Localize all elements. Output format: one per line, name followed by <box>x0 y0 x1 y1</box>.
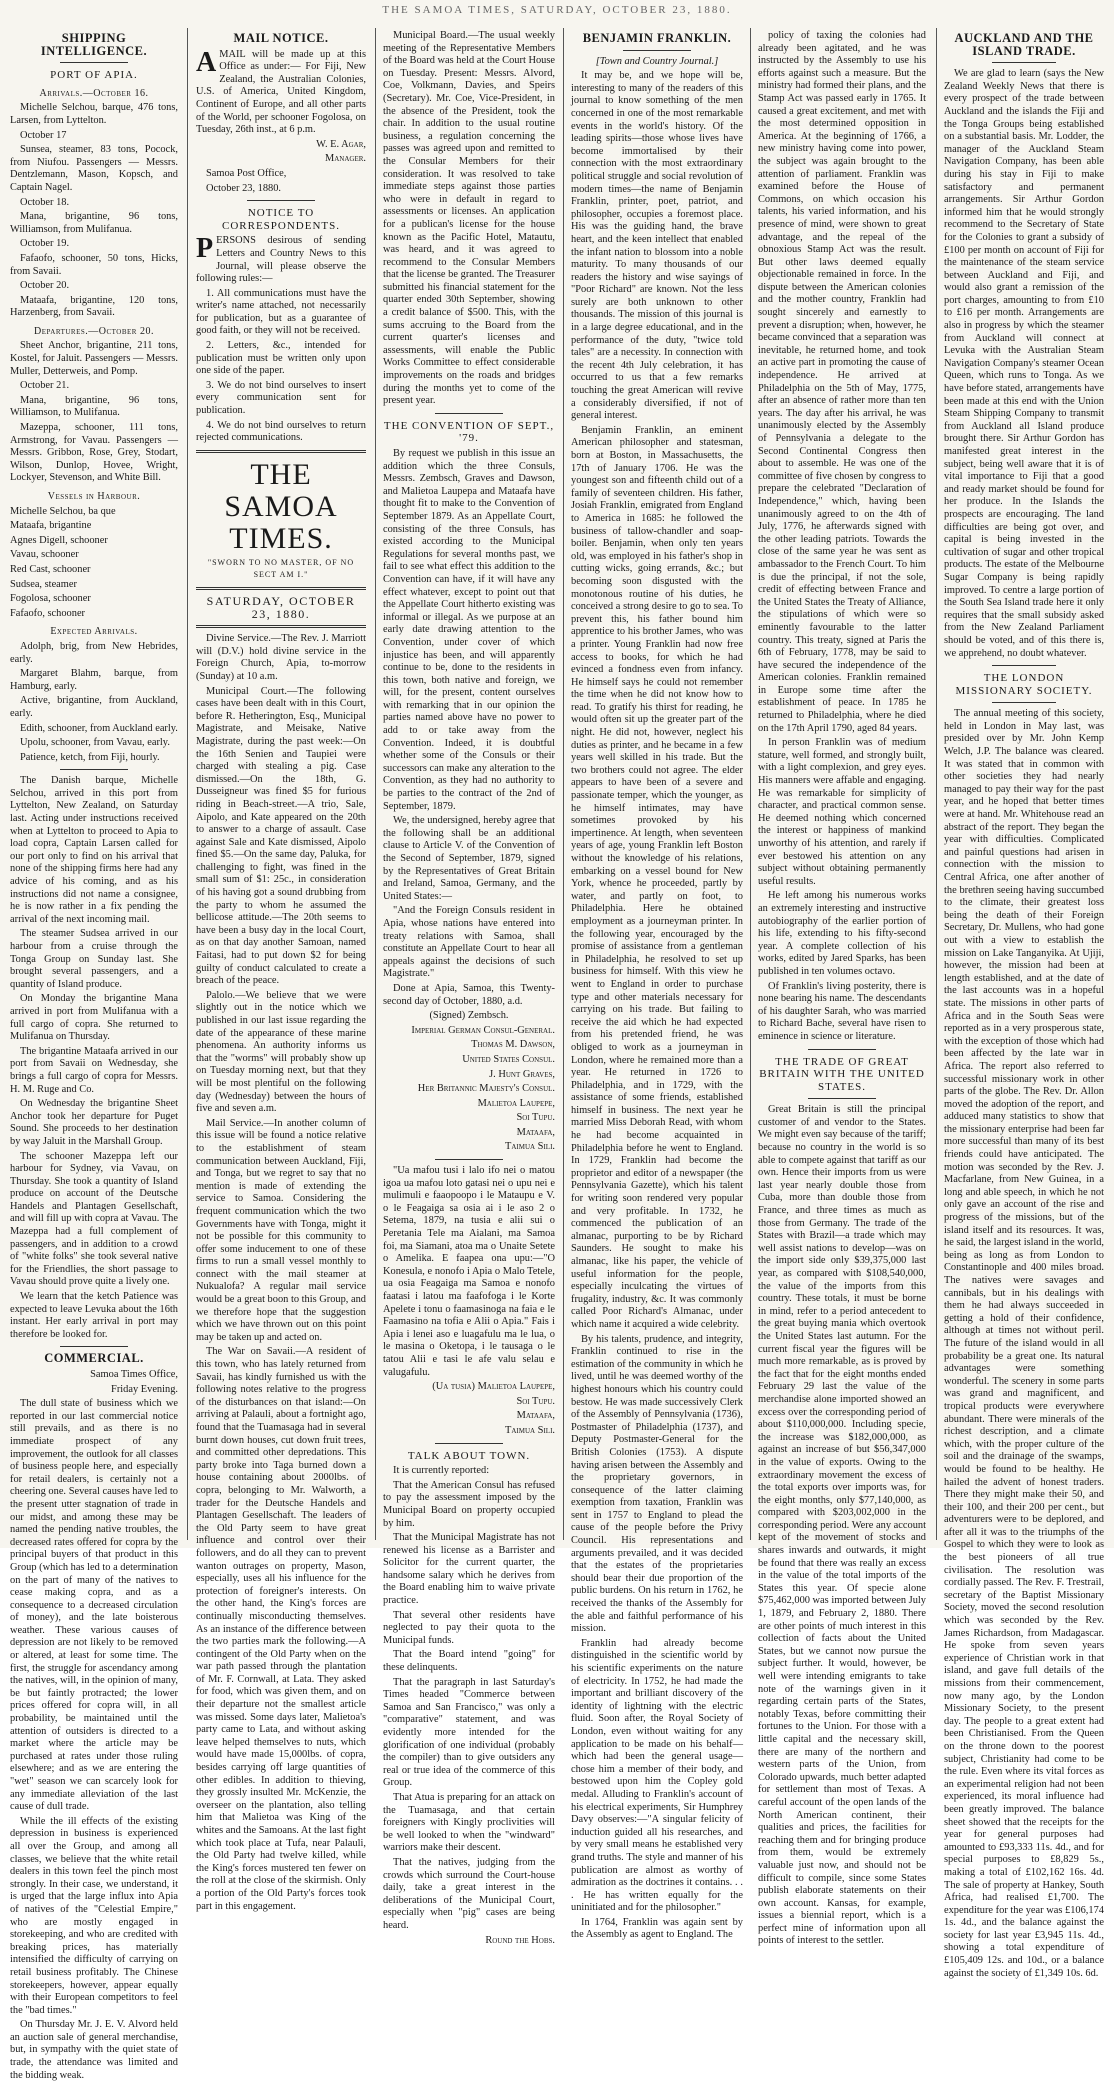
paragraph: Mana, brigantine, 96 tons, Williamson, from Mulifanua. <box>10 211 178 235</box>
masthead: THE SAMOA TIMES. <box>224 457 338 555</box>
paragraph: It is currently reported: <box>393 1465 490 1477</box>
paragraph: In 1764, Franklin was again sent by the Assembly as agent to England. The <box>571 1916 743 1941</box>
paragraph: 3. We do not bind ourselves to insert every communication sent for publication. <box>196 379 366 417</box>
mail-title: MAIL NOTICE. <box>233 31 329 45</box>
lms-text <box>944 708 1104 1980</box>
motto: "SWORN TO NO MASTER, OF NO SECT AM I." <box>207 557 355 580</box>
drop-cap: A <box>196 46 217 78</box>
paragraph: We, the undersigned, hereby agree that the following shall be an additional clause to Article V. of the Convention of the Second of September, 1879, signed by the Representatives of Great Britain and Ireland, Samoa, Germany, and the United States:— <box>383 815 555 902</box>
correspondents-intro: PERSONS desirous of sending Letters and Country News to this Journal, will please observe the following rules:— <box>196 233 366 285</box>
running-head: THE SAMOA TIMES, SATURDAY, OCTOBER 23, 1880. <box>382 4 732 16</box>
paragraph: Sunsea, steamer, 83 tons, Pocock, from Niufou. Passengers — Messrs. Dentzlemann, Mason, Kopsch, and Captain Nagel. <box>10 144 178 193</box>
arrivals-list <box>10 102 178 320</box>
paragraph: October 21. <box>20 380 70 392</box>
samoan-text: "Ua mafou tusi i lalo ifo nei o matou igoa ua mafou loto gatasi nei o upu nei e mulimuli e faaopoopo i le Mataupu e V. o le Feagaiga sa osia ai i le aso 2 o Setema, 1879, na tusia e alii sui o Peretania Tele ma Aialani, ma Samoa foi, ma Siamani, atoa ma o Unaite Setete o Amelika. E faapea ona upu:—"O Konesula, e nonofo i Apia o Malo Tetele, ua osia Feagaiga ma Samoa e nonofo faatasi i latou ma faafofoga i le Korte Apelete i tonu o faamasinoga na faia e le Faamasino na tofia e Alii o Apia." Fais i Apia i lenei aso e luagafulu ma le lua, o le masina o Oketopa, i le tausaga o le tatou Alii e tasi le afe valu selau e valugafulu. <box>383 1165 555 1378</box>
paragraph: Mataafa, brigantine <box>10 520 92 532</box>
paragraph: The schooner Mazeppa left our harbour for Sydney, via Vavau, on Thursday. She took a quantity of Island produce on account of the Deutsche Handels and Plantagen Gesellschaft, and will fill up with copra at Vavau. The Mazeppa had a full complement of passengers, and in addition to a crowd of "white folks" she took several native for the Friendlies, the short passage to Vavau should prove quite a lively one. <box>10 1150 178 1288</box>
franklin-continued <box>758 30 926 1044</box>
paragraph: The brigantine Mataafa arrived in our port from Savaii on Wednesday, she brings a full cargo of copra for Messrs. H. M. Ruge and Co. <box>10 1045 178 1095</box>
harbour-head: Vessels in Harbour. <box>47 491 141 502</box>
paragraph: Great Britain is still the principal customer of and vendor to the States. We might even say because of the tariff; because no country in the world is so able to compete against that tariff as our own. Hence their imports from us were last year nearly double those from Cuba, more than double those from France, and three times as much as those from Germany. The trade of the States with Brazil—a trade which may well assist nations to develop—was on the import side only $39,375,000 last year, as compared with $108,540,000, the value of the imports from this country. These totals, it must be borne in mind, refer to a period antecedent to the great buying mania which overtook the United States last autumn. For the current fiscal year the figures will be much more remarkable, as is proved by the fact that for the eight months ended February 29 last the value of the merchandise alone imported showed an excess over the corresponding period of about $110,000,000. Including specie, the increase was $182,000,000, as against an increase of but $56,347,000 in the value of exports. Owing to the extraordinary movement the excess of the total exports over imports was, for the eight months, only $77,140,000, as compared with $203,002,000 in the corresponding period. Were any account kept of the movement of stocks and shares inwards and outwards, it might be found that there was really an excess in the value of the total imports of the States this year. Of specie alone $75,462,000 was imported between July 1, 1879, and February 2, 1880. There are other points of much interest in this collection of facts about the United States, but we cannot now pursue the subject further. It would, however, be well were intending emigrants to take note of the warnings given in it regarding certain parts of the States, notably Texas, before committing their fortunes to the Union. For those with a little capital and the necessary skill, there are many of the northern and western parts of the Union, from Colorado upwards, much better adapted for settlement than most of Texas. A careful account of the open lands of the North American continent, their qualities and prices, the facilities for reaching them and for bringing produce from them, would be extremely valuable just now, and should not be difficult to compile, since some States publish elaborate statements on their own account. Kansas, for example, issues a biennial report, which is a perfect mine of information upon all points of interest to the settler. <box>758 1104 926 1947</box>
samoan-signature: Mataafa, <box>516 1410 555 1422</box>
paragraph: Palolo.—We believe that we were slightly out in the notice which we published in our last issue regarding the date of the appearance of these marine phenomena. An authority informs us that the "worms" will probably show up on Tuesday morning next, but that they will be most plentiful on the following day (Wednesday) between the hours of five and seven a.m. <box>196 989 366 1115</box>
paragraph: That the Board intend "going" for these delinquents. <box>383 1649 555 1674</box>
paragraph: Active, brigantine, from Auckland, early. <box>10 695 178 719</box>
paragraph: That the natives, judging from the crowds which surround the Court-house daily, take a great interest in the deliberations of the Municipal Court, especially when "pig" cases are being heard. <box>383 1856 555 1931</box>
paragraph: On Wednesday the brigantine Sheet Anchor took her departure for Puget Sound. She proceeds to her destination by way Jaluit in the Marshall Group. <box>10 1098 178 1147</box>
paragraph: "And the Foreign Consuls resident in Apia, whose nations have entered into treaty relations with Samoa, shall constitute an Appellate Court to hear all appeals against the decisions of such Magistrate." <box>383 905 555 980</box>
paragraph: 1. All communications must have the writer's name attached, not necessarily for publication, but as a guarantee of good faith, or they will not be received. <box>196 287 366 337</box>
mail-office: Samoa Post Office, <box>206 167 287 179</box>
paragraph: Benjamin Franklin, an eminent American philosopher and statesman, born at Boston, in Massachusetts, the 17th of January 1706. He was the youngest son and fifteenth child out of a family of seventeen children. His father, Josiah Franklin, emigrated from England to America in 1685: he followed the business of tallow-chandler and soap-boiler. Benjamin, when only ten years old, was employed in his father's shop in cutting wicks, going errands, &c.; but becoming soon disgusted with the monotonous routine of his duties, he conceived a strong desire to go to sea. To prevent this, his father bound him apprentice to his brother James, who was a printer. Young Franklin had now free access to books, for which he had evinced a fondness even from infancy. He himself says he could not remember the time when he did not know how to read. To gratify his thirst for reading, he would often sit up the greater part of the night. He did not, however, neglect his duties as printer, and he became in a few years well skilled in his trade. But the two brothers could not agree. The elder appears to have been of a severe and passionate temper, which the younger, as he himself intimates, may have sometimes provoked by his impertinence. At length, when seventeen years of age, young Franklin left Boston without the knowledge of his relations, embarking on a vessel bound for New York, whence he proceeded, partly by water, and partly on foot, to Philadelphia. Here he obtained employment as a journeyman printer. In the following year, encouraged by the promise of assistance from a gentleman in Philadelphia, he resolved to set up business for himself. With this view he went to England in order to purchase type and other materials necessary for carrying on his trade. But failing to receive the aid which he had expected from his pretended friend, he was obliged to work as a journeyman in London, where he remained more than a year. He returned in 1726 to Philadelphia, and in 1729, with the assistance of some friends, established himself in business. The next year he married Miss Deborah Read, with whom he had become acquainted in Philadelphia before he went to England. In 1729, Franklin had become the proprietor and editor of a newspaper (the Pennsylvania Gazette), which his talent for writing soon rendered very popular and very profitable. In 1732, he commenced the publication of an almanac, purporting to be by Richard Saunders. He sought to make his almanac, like his paper, the vehicle of useful information for the people, especially inculcating the virtues of frugality, industry, &c. It was commonly called Poor Richard's Almanac, under which name it acquired a wide celebrity. <box>571 424 743 1330</box>
harbour-list <box>10 506 178 621</box>
convention-text <box>383 448 555 1008</box>
paragraph: Soi Tupu. <box>516 1112 555 1124</box>
paragraph: Michelle Selchou, barque, 476 tons, Larsen, from Lyttelton. <box>10 102 178 126</box>
paragraph: Mataafa, <box>516 1126 555 1138</box>
paragraph: J. Hunt Graves, <box>489 1068 555 1080</box>
paragraph: Of Franklin's living posterity, there is none bearing his name. The descendants of his daughter Sarah, who was married to Richard Bache, several have risen to eminence in science or literature. <box>758 980 926 1042</box>
paragraph: October 18. <box>20 196 70 208</box>
paragraph: Adolph, brig, from New Hebrides, early. <box>10 640 178 665</box>
samoan-signature: (Ua tusia) Malietoa Laupepe, <box>432 1381 555 1393</box>
column-rule <box>187 28 188 1540</box>
paragraph: Imperial German Consul-General. <box>411 1024 555 1036</box>
paragraph: That the American Consul has refused to pay the assessment imposed by the Municipal Board on property occupied by him. <box>383 1479 555 1529</box>
municipal-board <box>383 30 555 408</box>
paragraph: That the Municipal Magistrate has not renewed his license as a Barrister and Solicitor for the current quarter, the handsome salary which he derives from the Board enabling him to waive private practice. <box>383 1532 555 1607</box>
paragraph: Sheet Anchor, brigantine, 211 tons, Kostel, for Jaluit. Passengers — Messrs. Muller, Detterweis, and Pomp. <box>10 340 178 377</box>
commercial-text <box>10 1398 178 2082</box>
paragraph: We are glad to learn (says the New Zealand Weekly News that there is every prospect of the trade between Auckland and the islands the Fiji and the Tonga Groups being established on a substantial basis. Mr. Lodder, the manager of the Auckland Steam Navigation Company, has been able during his stay in Fiji to make satisfactory and permanent arrangements. Sir Arthur Gordon informed him that he would strongly recommend to the Secretary of State for the Colonies to grant a subsidy of £100 per month on account of Fiji for the maintenance of the steam service between Auckland and Fiji, and would also grant a remission of the port charges, amounting to from £10 to £16 per month. Arrangements are also in progress by which the steamer from Auckland will connect at Levuka with the Australian Steam Navigation Company's steamer Ocean Queen, which runs to Tonga. As we have before stated, arrangements have been made at this end with the Union Steam Shipping Company to transmit from Auckland all Island produce brought there. Sir Arthur Gordon has manifested great interest in the subject, being well aware that it is of vital importance to Fiji that a good and ready market should be found for her produce. In the Islands the prospects are encouraging. The land difficulties are being got over, and capital is being invested in the cultivation of sugar and other tropical products. The estate of the Melbourne Sugar Company is being rapidly improved. To centre a large portion of the South Sea Island trade here it only requires that the small subsidy asked from the New Zealand Parliament should be voted, and of this there is, we apprehend, no doubt whatever. <box>944 68 1104 659</box>
paragraph: Patience, ketch, from Fiji, hourly. <box>20 751 160 763</box>
editorial-paragraphs <box>196 633 366 1913</box>
shipping-news <box>10 775 178 1341</box>
column-rule <box>936 28 937 1540</box>
paragraph: That the paragraph in last Saturday's Times headed "Commerce between Samoa and San Francisco," was only a "comparative" statement, and was evidently more intended for the glorification of one individual (probably the compiler) than to give outsiders any real or true idea of the commerce of this Group. <box>383 1676 555 1789</box>
paragraph: Mana, brigantine, 96 tons, Williamson, to Mulifanua. <box>10 394 178 419</box>
arrivals-head: Arrivals.—October 16. <box>39 87 149 99</box>
convention-signed: (Signed) Zembsch. <box>429 1010 509 1022</box>
paragraph: Mail Service.—In another column of this issue will be found a notice relative to the establishment of steam communication between Auckland, Fiji, and Tonga, but we regret to say that no mention is made of extending the service to Samoa. Considering the frequent communication which the two Governments have with Tonga, might it not be possible for this community to offer some inducement to one of these firms to run a small vessel monthly to connect with the mail steamer at Nukualofa? A regular mail service would be a great boon to this Group, and we therefore hope that the suggestion which we have thrown out on this point may be taken up and acted on. <box>196 1117 366 1343</box>
paragraph: By his talents, prudence, and integrity, Franklin continued to rise in the estimation of the community in which he lived, until he was deemed worthy of the highest honours which his country could bestow. He was made successively Clerk of the Assembly of Pennsylvania (1736), Postmaster of Philadelphia (1737), and Deputy Postmaster-General for the British Colonies (1753). A dispute having arisen between the Assembly and the proprietary governors, in consequence of the latter claiming exemption from taxation, Franklin was sent in 1757 to England to plead the cause of the people before the Privy Council. His representations and arguments prevailed, and it was decided that the estates of the proprietaries should bear their due proportion of the public burdens. On his return in 1762, he received the thanks of the Assembly for the able and faithful performance of his mission. <box>571 1333 743 1635</box>
correspondents-title: NOTICE TO CORRESPONDENTS. <box>222 207 340 232</box>
column-3 <box>383 30 555 1946</box>
paragraph: 4. We do not bind ourselves to return rejected communications. <box>196 419 366 444</box>
paragraph: Taimua Sili. <box>505 1141 555 1153</box>
trade-text <box>758 1104 926 1948</box>
paragraph: Done at Apia, Samoa, this Twenty-second day of October, 1880, a.d. <box>383 982 555 1007</box>
paragraph: On Monday the brigantine Mana arrived in port from Mulifanua with a full cargo of copra. She returned to Mulifanua on Thursday. <box>10 993 178 1043</box>
dateline: SATURDAY, OCTOBER 23, 1880. <box>206 594 356 621</box>
mail-notice-text: AMAIL will be made up at this Office as under:— For Fiji, New Zealand, the Australian Colonies, U.S. of America, United Kingdom, Continent of Europe, and all other parts of the World, per schooner Fogolosa, on Tuesday, 26th inst., at 6 p.m. <box>196 46 366 136</box>
paragraph: Mazeppa, schooner, 111 tons, Armstrong, for Vavau. Passengers — Messrs. Gribbon, Rose, Grey, Stodart, Wilson, Dunlop, Hovee, Wright, Lockyer, Stevenson, and White Bill. <box>10 422 178 484</box>
paragraph: The Danish barque, Michelle Selchou, arrived in this port from Lyttelton, New Zealand, on Saturday last. Acting under instructions received when at Lyttelton to proceed to Apia to load copra, Captain Larsen called for our port only to find on his arrival that none of the shipping firms here had any advice of his coming, and as his instructions did not name a consignee, he is now rather in a fix pending the arrival of the next incoming mail. <box>10 775 178 925</box>
paragraph: In person Franklin was of medium stature, well formed, and strongly built, with a light complexion, and grey eyes. His manners were affable and engaging. He was remarkable for simplicity of character, and practical common sense. He deemed nothing which concerned the interest or happiness of mankind unworthy of his attention, and rarely if ever bestowed his attention on any subject without obtaining permanently useful results. <box>758 737 926 887</box>
trade-title: THE TRADE OF GREAT BRITAIN WITH THE UNITED STATES. <box>759 1055 925 1093</box>
paragraph: October 19. <box>20 238 70 250</box>
shipping-title: SHIPPING INTELLIGENCE. <box>40 31 148 58</box>
paragraph: Thomas M. Dawson, <box>471 1039 555 1051</box>
paragraph: Edith, schooner, from Auckland early. <box>20 722 178 734</box>
paragraph: The annual meeting of this society, held in London in May last, was presided over by Mr. John Kemp Welch, J.P. The balance was cleared. It was stated that in common with other societies they had nearly managed to pay their way for the past year, and he hoped that better times were at hand. Mr. Whitehouse read an abstract of the report. They began the year with difficulties. Complicated and painful questions had arisen in connection with the mission to Central Africa, one after another of the brethren seeing having succumbed to the climate, their greatest loss being the death of their Foreign Secretary, Dr. Mullens, who had gone out with a view to establish the mission on Lake Tanganyika. At Ujiji, however, the mission had been at length established, and at the date of the last accounts was in a hopeful state. The missions in other parts of Africa and in the South Seas were reported as in a very prosperous state, with the exception of those which had been affected by the late war in Africa. The report also referred to successful missionary work in other parts of the globe. The Rev. Dr. Allon moved the adoption of the report, and adduced many statistics to show that the missionary enterprise had been far more successful than many of its best friends could have anticipated. The motion was seconded by the Rev. J. Macfarlane, from New Guinea, in a long and able speech, in which he not only gave an account of the rise and progress of the missions, but of the island itself and its resources. It was, he said, the largest island in the world, being as long as from London to Constantinople and 400 miles broad. The natives were savages and cannibals, but in his dealings with them he had always succeeded in getting a hold of their confidence, although at times not without peril. The future of the island would in all probability be a great one. Its natural advantages were something wonderful. The scenery in some parts was grand and magnificent, and tropical products were everywhere abundant. There were minerals of the richest description, and a climate which, with the proper culture of the soil and the drainage of the swamps, would be found to be healthy. He hailed the advent of honest traders. There they might make their 50, and their 100, and their 200 per cent., but adventurers were to be deplored, and after all it was to the triumphs of the Gospel to which they were to look as the best pioneers of all true civilisation. The resolution was cordially passed. The Rev. F. Trestrail, secretary of the Baptist Missionary Society, moved the second resolution which was seconded by the Rev. James Richardson, from Madagascar. He spoke from seven years experience of Christian work in that island, and gave full details of the missions from their commencement, now many ago, by the London Missionary Society, to the present day. The people to a great extent had been Christianised. From the Queen on the throne down to the poorest subject, Christianity had come to be the rule. Even where its vital forces as an experimental religion had not been experienced, its moral influence had been greatly improved. The balance sheet showed that the receipts for the year for general purposes had amounted to £93,333 11s. 4d., and for special purposes to £8,829 5s., making a total of £102,162 16s. 4d. The sale of property at Hankey, South Africa, had realised £1,700. The expenditure for the year was £106,174 1s. 4d., and the balance against the society for last year £3,945 11s. 4d., showing a total expenditure of £105,409 12s. and 10d., or a balance against the society of £1,349 10s. 6d. <box>944 708 1104 1979</box>
paragraph: Fafaofo, schooner, 50 tons, Hicks, from Savaii. <box>10 252 178 277</box>
paragraph: Mataafa, brigantine, 120 tons, Harzenberg, from Savaii. <box>10 294 178 319</box>
paragraph: On Thursday Mr. J. E. V. Alvord held an auction sale of general merchandise, but, in sympathy with the quiet state of trade, the attendance was limited and the bidding weak. <box>10 2019 178 2081</box>
expected-head: Expected Arrivals. <box>50 626 138 638</box>
talk-text <box>383 1465 555 1932</box>
paragraph: October 20. <box>20 280 70 292</box>
paragraph: Fafaofo, schooner <box>10 607 86 619</box>
paragraph: It may be, and we hope will be, interesting to many of the readers of this journal to know something of the men concerned in one of the most remarkable events in the world's history. Of the leading spirits—those whose lives have become immortalised by their connection with the most extraordinary political struggle and social revolution of modern times—the name of Benjamin Franklin, printer, poet, patriot, and philosopher, occupies a foremost place. His was the guiding hand, the brave heart, and the keen intellect that enabled the infant nation to blossom into a noble maturity. To many thousands of our readers the history and wise sayings of "Poor Richard" are known. Not the less surely are both unknown to other thousands. The mission of this journal is in a large degree educational, and in the performance of the duty, "twice told tales" are a necessity. In connection with the recent 4th July celebration, it has occurred to us that a few remarks touching the great American will revive a considerably diversified, if not of general interest. <box>571 70 743 422</box>
port-title: PORT OF APIA. <box>50 69 138 82</box>
convention-title: THE CONVENTION OF SEPT., '79. <box>383 419 555 445</box>
franklin-text <box>571 70 743 1942</box>
auckland-title: AUCKLAND AND THE ISLAND TRADE. <box>954 31 1094 58</box>
paragraph: Agnes Digell, schooner <box>10 534 108 546</box>
departures-list <box>10 340 178 485</box>
paragraph: Her Britannic Majesty's Consul. <box>417 1083 555 1095</box>
paragraph: The steamer Sudsea arrived in our harbour from a cruise through the Tonga Group on Sunday last. She brought several passengers, and a quantity of Island produce. <box>10 928 178 990</box>
paragraph: Red Cast, schooner <box>10 563 91 575</box>
paragraph: Vavau, schooner <box>10 549 79 561</box>
paragraph: Municipal Board.—The usual weekly meeting of the Representative Members of the Board was held at the Court House on Tuesday. Present: Messrs. Alvord, Coe, Volkmann, Davies, and Speirs (Secretary). Mr. Coe, Vice-President, in the absence of the President, took the chair. In addition to the usual routine business, a regulation concerning the passes was agreed upon and remitted to the Consular Members for their consideration. It was resolved to take immediate steps against those parties who were in default in regard to assessments or licenses. An application for a publican's license for the house known as the Pacific Hotel, Matautu, was heard, and it was agreed to recommend to the Consular Members that the license be granted. The Treasurer submitted his financial statement for the quarter ended 30th September, showing a credit balance of $500. This, with the sums accruing to the Board from the current quarter's licenses and assessments, will enable the Public Works Committee to effect considerable improvements on the roads and bridges during the months yet to come of the present year. <box>383 30 555 407</box>
paragraph: Upolu, schooner, from Vavau, early. <box>20 737 170 749</box>
column-rule <box>750 28 751 1540</box>
paragraph: He left among his numerous works an extremely interesting and instructive autobiography of the earlier portion of his life, extending to his fifty-second year. A complete collection of his works, edited by Jared Sparks, has been published in ten volumes octavo. <box>758 890 926 977</box>
expected-list <box>10 641 178 764</box>
samoan-signature: Soi Tupu. <box>516 1395 555 1407</box>
talk-title: TALK ABOUT TOWN. <box>407 1449 531 1462</box>
paragraph: That Atua is preparing for an attack on the Tuamasaga, and that certain foreigners with Kingly proclivities will be well looked to when the "windward" warriors make their descent. <box>383 1791 555 1854</box>
paragraph: Fogolosa, schooner <box>10 593 91 605</box>
paragraph: The War on Savaii.—A resident of this town, who has lately returned from Savaii, has kindly furnished us with the following notes relative to the progress of the disturbances on that island:—On arriving at Palauli, about a fortnight ago, found that the Tuamasaga had in several burnt down houses, cut down fruit trees, and committed other depredations. This party broke into Taga burned down a house containing about 2000lbs. of copra, belonging to Mr. Walworth, a trader for the Deutsche Handels and Plantagen Gesellschaft. The leaders of the Old Party seem to have great influence and control over their followers, and do all they can to prevent wanton outrages on property, Mason, especially, uses all his influence for the protection of foreigner's interests. On the other hand, the King's forces are continually misconducting themselves. As an instance of the difference between the two parties mark the following.—A contingent of the Old Party when on the war path passed through the plantation of Mr. F. Cornwall, at Lata. They asked for food, which was given them, and on their departure not the smallest article was missed. Some days later, Malietoa's party came to Lata, and without asking leave helped themselves to nuts, which would have made 15,000lbs. of copra, besides carrying off large quantities of other edibles. In addition to thieving, they grossly insulted Mr. McKenzie, the overseer on the plantation, also telling him that Malietoa was King of the whites and the Samoans. At the last fight which took place at Tufa, near Palauli, the Old Party had twelve killed, while the King's forces mustered ten fewer on the roll at the close of the skirmish. Only a portion of the Old Party's forces took part in this engagement. <box>196 1346 366 1912</box>
commercial-date: Friday Evening. <box>111 1383 178 1395</box>
paragraph: Divine Service.—The Rev. J. Marriott will (D.V.) hold divine service in the Foreign Church, Apia, to-morrow (Sunday) at 10 a.m. <box>196 633 366 682</box>
mail-signature-role: Manager. <box>324 153 366 165</box>
paragraph: Municipal Court.—The following cases have been dealt with in this Court, before R. Hetherington, Esq., Municipal Magistrate, and Meisake, Native Magistrate, during the past week:—On the 16th Senien and Taupiei were charged with stealing a pig. Case dismissed.—On the 18th, G. Dusseigneur was fined $5 for furious riding in Beach-street.—A trio, Sale, Aipolo, and Kate appeared on the 20th to answer to a charge of assault. Case against Sale and Kate dismissed, Aipolo fined $5.—On the same day, Paluka, for challenging to fight, was fined in the small sum of $1: 25c., in consideration of his having got a sound drubbing from the party to whom he assumed the bellicose attitude.—The 20th seems to have been a busy day in the local Court, as on that day another Samoan, named Faitasi, had to put down $2 for being guilty of conduct calculated to create a breach of the peace. <box>196 685 366 987</box>
column-4 <box>571 30 743 1941</box>
paragraph: United States Consul. <box>462 1053 555 1065</box>
paragraph: That several other residents have neglected to pay their quota to the Municipal funds. <box>383 1609 555 1646</box>
samoan-signature: Taimua Sili. <box>505 1424 555 1436</box>
column-rule <box>563 28 564 1540</box>
paragraph: Franklin had already become distinguished in the scientific world by his scientific experiments on the nature of electricity. In 1752, he had made the important and brilliant discovery of the identity of lightning with the electric fluid. Soon after, the Royal Society of London, even without waiting for any application to be made on his behalf—which had been the general usage—chose him a member of their body, and bestowed upon him the Copley gold medal. Alluding to Franklin's account of his electrical experiments, Sir Humphrey Davy observes:—"A singular felicity of induction guided all his researches, and by very small means he established very grand truths. The style and manner of his publication are almost as worthy of admiration as the doctrines it contains. . . . He has written equally for the uninitiated and for the philosopher." <box>571 1637 743 1914</box>
paragraph: While the ill effects of the existing depression in business is experienced all over the Group, and among all classes, we believe that the white retail dealers in this town feel the pinch most strongly. In their case, we understand, it is urged that the large influx into Apia of natives of the "Celestial Empire," who are mostly engaged in storekeeping, and who are credited with breaking prices, has materially intensified the difficulty of carrying on retail business profitably. The Chinese storekeepers, however, appear equally with their European competitors to feel the "bad times." <box>10 1815 178 2016</box>
lms-title: THE LONDON MISSIONARY SOCIETY. <box>955 672 1093 697</box>
departures-head: Departures.—October 20. <box>34 325 154 337</box>
franklin-source: [Town and Country Journal.] <box>595 55 719 67</box>
column-6 <box>944 30 1104 1979</box>
paragraph: October 17 <box>20 129 67 141</box>
column-1 <box>10 30 178 2081</box>
paragraph: Malietoa Laupepe, <box>477 1097 555 1109</box>
column-5 <box>758 30 926 1947</box>
paragraph: Michelle Selchou, ba que <box>10 505 116 517</box>
paragraph: policy of taxing the colonies had already been agitated, and he was instructed by the Assembly to use his efforts against such a measure. But the ministry had formed their plans, and the Stamp Act was passed early in 1765. It caused a great excitement, and met with the most determined opposition in America. At the beginning of 1766, a new ministry having come into power, the subject was again brought to the attention of parliament. Franklin was examined before the House of Commons, on which occasion his talents, his varied information, and his presence of mind, were shown to great advantage, and the repeal of the obnoxious Stamp Act was the result. But other laws deemed equally objectionable remained in force. In the dispute between the American colonies and the mother country, Franklin had sought sincerely and earnestly to prevent a disruption; when, however, he became convinced that a separation was inevitable, he returned home, and took an active part in promoting the cause of independence. He arrived at Philadelphia on the 5th of May, 1775, after an absence of rather more than ten years. The day after his arrival, he was unanimously elected by the Assembly of Pennsylvania a delegate to the Second Continental Congress then about to assemble. He was one of the committee of five chosen by congress to prepare the celebrated "Declaration of Independence," which, having been unanimously agreed to on the 4th of July, 1776, he afterwards signed with the other leading patriots. Towards the close of the same year he was sent as ambassador to the French Court. To him is due the principal, if not the sole, credit of effecting between France and the United States the Treaty of Alliance, the stipulations of which were so eminently favourable to the latter country. This treaty, signed at Paris the 6th of February, 1778, may be said to have secured the independence of the American colonies. Franklin remained in Europe some time after the establishment of peace. In 1785 he returned to Philadelphia, where he died on the 17th April 1790, aged 84 years. <box>758 30 926 734</box>
paragraph: We learn that the ketch Patience was expected to leave Levuka about the 16th instant. Her early arrival in port may therefore be looked for. <box>10 1291 178 1340</box>
column-rule <box>375 28 376 1540</box>
paragraph: Sudsea, steamer <box>10 578 77 590</box>
column-2 <box>196 30 366 1912</box>
drop-cap: P <box>196 233 214 265</box>
paragraph: Margaret Blahm, barque, from Hamburg, early. <box>10 668 178 692</box>
franklin-title: BENJAMIN FRANKLIN. <box>582 31 732 45</box>
mail-date: October 23, 1880. <box>206 182 282 194</box>
convention-signatories <box>383 1025 555 1154</box>
correspondents-rules <box>196 288 366 445</box>
mail-signature: W. E. Agar, <box>316 138 366 150</box>
commercial-office: Samoa Times Office, <box>90 1369 178 1380</box>
paragraph: 2. Letters, &c., intended for publication must be written only upon one side of the paper. <box>196 340 366 377</box>
auckland-text <box>944 68 1104 660</box>
commercial-title: COMMERCIAL. <box>44 1351 144 1366</box>
talk-signature: Round the Hobs. <box>485 1934 555 1946</box>
paragraph: By request we publish in this issue an addition which the three Consuls, Messrs. Zembsch, Graves and Dawson, and Malietoa Laupepa and Mataafa have thought fit to make to the Convention of September 1879. As an Appellate Court, consisting of the three Consuls, has existed according to the Municipal Regulations for several months past, we fail to see what effect this addition to the Convention can have, if it will have any effect whatever, except to point out that the Appellate Court hitherto existing was informal or illegal. As we purpose at an early date drawing attention to the Convention, under cover of which injustice has been, and will apparently continue to be, done to the residents in this town, both native and foreign, we will, for the present, content ourselves with remarking that in our opinion the parties named above have no power to add to or take away from the Convention. Indeed, it is doubtful whether some of the Consuls or their successors can make any alteration to the Convention, as they had no authority to be parties to the contract of the 2nd of September, 1879. <box>383 448 555 812</box>
paragraph: The dull state of business which we reported in our last commercial notice still prevails, and as there is no immediate prospect of any improvement, the outlook for all classes of business people here, and especially for retail dealers, is certainly not a cheering one. Several causes have led to the present utter stagnation of trade in our midst, and among these may be named the pending native troubles, the decreased rates offered for copra by the principal buyers of that product in this Group (which has led to a determination on the part of many of the natives to cease making copra, and as a consequence to a decreased circulation of money), and the late boisterous weather. These various causes of depression are not likely to be removed or altered, at least for some time. The first, the struggle for ascendancy among the natives, will, in the opinion of many, be but faintly protracted; the lower prices offered for copra will, in all probability, be maintained until the attention of outsiders is directed to a market where the article may be purchased at rates under those ruling elsewhere; and as we are entering the "wet" season we can scarcely look for any immediate alleviation of the last cause of dull trade. <box>10 1398 178 1813</box>
